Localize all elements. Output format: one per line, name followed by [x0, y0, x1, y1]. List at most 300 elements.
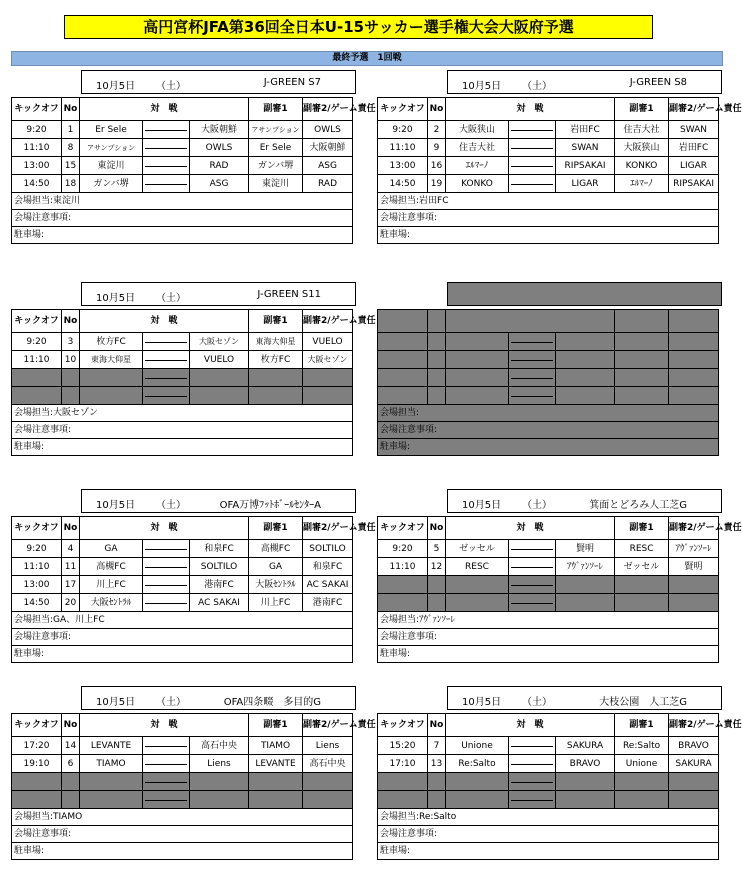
- match-no: 7: [428, 737, 446, 755]
- match-no: 1: [62, 121, 80, 139]
- info-row-manager: [378, 809, 719, 826]
- venue-manager: 会場担当:TIAMO: [12, 809, 353, 826]
- home-team: [446, 594, 509, 612]
- home-team: 大阪狭山: [446, 121, 509, 139]
- empty-row: [12, 369, 353, 387]
- vs-cell: [143, 791, 190, 809]
- header-row: [378, 98, 719, 121]
- vs-line: [511, 567, 553, 568]
- info-row-notes: [378, 210, 719, 227]
- match-no: [428, 576, 446, 594]
- kickoff-time: 11:10: [12, 351, 62, 369]
- ref2-team: ASG: [303, 157, 353, 175]
- header-row: [12, 310, 353, 333]
- kickoff-time: [378, 369, 428, 387]
- vs-line: [511, 549, 553, 550]
- match-row: [12, 351, 353, 369]
- venue-name: 箕面とどろみ人工芝G: [589, 500, 687, 511]
- home-team: [446, 576, 509, 594]
- ref2-team: 港南FC: [303, 594, 353, 612]
- home-team: RESC: [446, 558, 509, 576]
- ref1-team: 住吉大社: [615, 121, 669, 139]
- schedule-table: [11, 516, 376, 663]
- ref2-team: OWLS: [303, 121, 353, 139]
- venue-header: [81, 489, 356, 513]
- match-row: [378, 139, 719, 157]
- home-team: GA: [80, 540, 143, 558]
- kickoff-time: 9:20: [12, 540, 62, 558]
- ref1-header: 副審1: [615, 714, 669, 737]
- vs-line: [145, 603, 187, 604]
- schedule-table: [11, 309, 376, 456]
- info-row-parking: [12, 439, 353, 456]
- ref1-team: [249, 369, 303, 387]
- venue-notes: 会場注意事項:: [378, 422, 719, 439]
- info-row-manager: [12, 193, 353, 210]
- empty-row: [378, 387, 719, 405]
- match-no: 16: [428, 157, 446, 175]
- match-no: 3: [62, 333, 80, 351]
- ref1-header: 副審1: [249, 310, 303, 333]
- away-team: SOLTILO: [190, 558, 249, 576]
- match-no: [428, 351, 446, 369]
- vs-cell: [143, 333, 190, 351]
- kickoff-header: キックオフ: [12, 517, 62, 540]
- venue-date: 10月5日: [96, 500, 136, 511]
- match-row: [378, 737, 719, 755]
- venue-parking: 駐車場:: [378, 227, 719, 244]
- ref2-team: 大阪セゾン: [303, 351, 353, 369]
- page-title: 高円宮杯JFA第36回全日本U-15サッカー選手権大会大阪府予選: [64, 15, 653, 39]
- vs-line: [145, 378, 187, 379]
- kickoff-header: キックオフ: [378, 714, 428, 737]
- empty-row: [12, 773, 353, 791]
- away-team: ASG: [190, 175, 249, 193]
- venue-manager: 会場担当:GA、川上FC: [12, 612, 353, 629]
- venue-day: （土）: [156, 697, 186, 708]
- vs-cell: [143, 139, 190, 157]
- match-no: [62, 791, 80, 809]
- kickoff-time: [378, 791, 428, 809]
- vs-line: [511, 585, 553, 586]
- vs-cell: [509, 175, 556, 193]
- venue-notes: 会場注意事項:: [12, 629, 353, 646]
- match-row: [378, 121, 719, 139]
- ref1-team: [615, 773, 669, 791]
- blank-cell: [378, 310, 428, 333]
- venue-header: [447, 282, 722, 306]
- away-team: 岩田FC: [556, 121, 615, 139]
- away-team: LIGAR: [556, 175, 615, 193]
- header-row: [378, 517, 719, 540]
- away-team: [190, 369, 249, 387]
- away-team: [556, 351, 615, 369]
- match-row: [12, 175, 353, 193]
- no-header: No: [62, 310, 80, 333]
- home-team: 住吉大社: [446, 139, 509, 157]
- venue-header: [447, 686, 722, 710]
- venue-day: （土）: [522, 81, 552, 92]
- vs-line: [145, 585, 187, 586]
- home-team: 東淀川: [80, 157, 143, 175]
- match-no: [62, 773, 80, 791]
- match-header: 対 戦: [80, 310, 249, 333]
- home-team: LEVANTE: [80, 737, 143, 755]
- vs-cell: [509, 755, 556, 773]
- venue-notes: 会場注意事項:: [12, 422, 353, 439]
- venue-header: [447, 489, 722, 513]
- ref2-team: [669, 773, 719, 791]
- ref2-team: [303, 773, 353, 791]
- match-row: [12, 576, 353, 594]
- away-team: 高石中央: [190, 737, 249, 755]
- venue-manager: 会場担当:岩田FC: [378, 193, 719, 210]
- vs-line: [511, 184, 553, 185]
- vs-line: [145, 360, 187, 361]
- home-team: [80, 369, 143, 387]
- vs-line: [511, 764, 553, 765]
- venue-manager: 会場担当:大阪セゾン: [12, 405, 353, 422]
- ref2-team: VUELO: [303, 333, 353, 351]
- match-no: 6: [62, 755, 80, 773]
- home-team: [446, 351, 509, 369]
- match-no: 11: [62, 558, 80, 576]
- blank-cell: [428, 310, 446, 333]
- away-team: BRAVO: [556, 755, 615, 773]
- ref2-team: SWAN: [669, 121, 719, 139]
- away-team: RAD: [190, 157, 249, 175]
- vs-cell: [143, 175, 190, 193]
- match-row: [378, 558, 719, 576]
- away-team: 大阪朝鮮: [190, 121, 249, 139]
- match-header: 対 戦: [80, 98, 249, 121]
- kickoff-time: [378, 773, 428, 791]
- match-no: 12: [428, 558, 446, 576]
- ref1-team: [249, 773, 303, 791]
- vs-cell: [143, 755, 190, 773]
- kickoff-header: キックオフ: [378, 98, 428, 121]
- venue-notes: 会場注意事項:: [12, 826, 353, 843]
- match-no: 20: [62, 594, 80, 612]
- ref2-team: [669, 594, 719, 612]
- kickoff-time: 9:20: [12, 333, 62, 351]
- vs-cell: [509, 791, 556, 809]
- vs-cell: [143, 121, 190, 139]
- home-team: ｴﾙﾏｰﾉ: [446, 157, 509, 175]
- ref2-team: [669, 333, 719, 351]
- info-row-manager: [378, 405, 719, 422]
- empty-row: [378, 773, 719, 791]
- vs-cell: [509, 576, 556, 594]
- ref2-team: [303, 791, 353, 809]
- vs-line: [511, 342, 553, 343]
- vs-cell: [143, 773, 190, 791]
- kickoff-time: [378, 387, 428, 405]
- match-no: [428, 791, 446, 809]
- ref2-team: AC SAKAI: [303, 576, 353, 594]
- match-row: [378, 540, 719, 558]
- ref1-team: KONKO: [615, 157, 669, 175]
- match-no: 13: [428, 755, 446, 773]
- header-row: [12, 98, 353, 121]
- ref1-team: [249, 387, 303, 405]
- vs-cell: [509, 773, 556, 791]
- away-team: [190, 387, 249, 405]
- vs-line: [145, 396, 187, 397]
- ref1-team: LEVANTE: [249, 755, 303, 773]
- match-no: [428, 594, 446, 612]
- match-no: 17: [62, 576, 80, 594]
- ref1-team: [615, 351, 669, 369]
- vs-line: [511, 396, 553, 397]
- no-header: No: [428, 714, 446, 737]
- header-row: [378, 714, 719, 737]
- venue-manager: 会場担当:Re:Salto: [378, 809, 719, 826]
- ref2-header: 副審2/ゲーム責任: [669, 517, 719, 540]
- vs-line: [511, 360, 553, 361]
- ref2-header: 副審2/ゲーム責任: [303, 310, 353, 333]
- home-team: Unione: [446, 737, 509, 755]
- info-row-parking: [12, 646, 353, 663]
- match-row: [378, 175, 719, 193]
- info-row-parking: [378, 439, 719, 456]
- kickoff-time: 13:00: [12, 157, 62, 175]
- ref1-team: GA: [249, 558, 303, 576]
- ref1-team: [615, 576, 669, 594]
- ref2-team: SOLTILO: [303, 540, 353, 558]
- empty-row: [12, 387, 353, 405]
- vs-line: [511, 166, 553, 167]
- home-team: [446, 791, 509, 809]
- info-row-manager: [12, 809, 353, 826]
- venue-date: 10月5日: [96, 293, 136, 304]
- venue-name: OFA万博ﾌｯﾄﾎﾞｰﾙｾﾝﾀｰA: [219, 500, 321, 511]
- no-header: No: [62, 714, 80, 737]
- ref1-team: [615, 791, 669, 809]
- away-team: [190, 773, 249, 791]
- ref1-team: 大阪ｾﾝﾄﾗﾙ: [249, 576, 303, 594]
- match-no: 18: [62, 175, 80, 193]
- ref1-team: RESC: [615, 540, 669, 558]
- ref1-header: 副審1: [249, 517, 303, 540]
- kickoff-time: 14:50: [12, 594, 62, 612]
- match-no: [428, 387, 446, 405]
- vs-line: [511, 746, 553, 747]
- venue-header: [81, 282, 356, 306]
- ref1-header: 副審1: [249, 98, 303, 121]
- kickoff-time: 13:00: [12, 576, 62, 594]
- ref1-team: 東海大仰星: [249, 333, 303, 351]
- vs-line: [511, 800, 553, 801]
- schedule-table: [377, 309, 719, 456]
- kickoff-time: 14:50: [12, 175, 62, 193]
- vs-cell: [143, 737, 190, 755]
- ref2-team: [669, 576, 719, 594]
- ref1-team: Er Sele: [249, 139, 303, 157]
- home-team: ゼッセル: [446, 540, 509, 558]
- venue-date: 10月5日: [462, 500, 502, 511]
- info-row-notes: [378, 826, 719, 843]
- match-row: [12, 558, 353, 576]
- ref2-team: 岩田FC: [669, 139, 719, 157]
- kickoff-time: [378, 576, 428, 594]
- ref1-team: [615, 387, 669, 405]
- vs-cell: [143, 594, 190, 612]
- home-team: Re:Salto: [446, 755, 509, 773]
- match-no: 9: [428, 139, 446, 157]
- venue-date: 10月5日: [462, 81, 502, 92]
- ref1-team: 枚方FC: [249, 351, 303, 369]
- schedule-table: [11, 97, 376, 244]
- ref1-team: [249, 791, 303, 809]
- match-no: [428, 773, 446, 791]
- no-header: No: [428, 517, 446, 540]
- info-row-notes: [378, 422, 719, 439]
- ref1-team: Unione: [615, 755, 669, 773]
- match-no: [428, 369, 446, 387]
- empty-row: [378, 791, 719, 809]
- match-row: [12, 540, 353, 558]
- venue-notes: 会場注意事項:: [378, 826, 719, 843]
- kickoff-time: [12, 387, 62, 405]
- ref2-header: 副審2/ゲーム責任: [669, 98, 719, 121]
- kickoff-time: 11:10: [378, 139, 428, 157]
- info-row-notes: [378, 629, 719, 646]
- away-team: AC SAKAI: [190, 594, 249, 612]
- vs-cell: [143, 351, 190, 369]
- match-row: [12, 594, 353, 612]
- vs-line: [511, 148, 553, 149]
- vs-cell: [509, 121, 556, 139]
- match-row: [12, 121, 353, 139]
- vs-line: [511, 130, 553, 131]
- away-team: ｱｳﾞｧﾝｿｰﾚ: [556, 558, 615, 576]
- info-row-manager: [378, 193, 719, 210]
- home-team: 川上FC: [80, 576, 143, 594]
- blank-cell: [446, 310, 615, 333]
- vs-cell: [143, 558, 190, 576]
- ref2-header: 副審2/ゲーム責任: [303, 517, 353, 540]
- venue-name: OFA四条畷 多目的G: [223, 697, 321, 708]
- venue-manager: 会場担当:ｱｳﾞｧﾝｿｰﾚ: [378, 612, 719, 629]
- ref1-team: 川上FC: [249, 594, 303, 612]
- kickoff-time: 9:20: [378, 540, 428, 558]
- info-row-notes: [12, 629, 353, 646]
- venue-day: （土）: [156, 293, 186, 304]
- kickoff-time: 19:10: [12, 755, 62, 773]
- ref2-team: BRAVO: [669, 737, 719, 755]
- venue-manager: 会場担当:東淀川: [12, 193, 353, 210]
- venue-parking: 駐車場:: [12, 843, 353, 860]
- ref2-team: 和泉FC: [303, 558, 353, 576]
- kickoff-time: [378, 333, 428, 351]
- home-team: TIAMO: [80, 755, 143, 773]
- info-row-notes: [12, 210, 353, 227]
- no-header: No: [62, 517, 80, 540]
- away-team: SWAN: [556, 139, 615, 157]
- venue-header: [81, 70, 356, 94]
- vs-cell: [509, 387, 556, 405]
- venue-parking: 駐車場:: [12, 646, 353, 663]
- vs-line: [145, 148, 187, 149]
- ref2-team: 大阪朝鮮: [303, 139, 353, 157]
- ref1-team: [615, 594, 669, 612]
- away-team: RIPSAKAI: [556, 157, 615, 175]
- match-no: 15: [62, 157, 80, 175]
- schedule-table: [377, 97, 742, 244]
- vs-line: [511, 782, 553, 783]
- match-no: [62, 369, 80, 387]
- ref1-team: TIAMO: [249, 737, 303, 755]
- info-row-parking: [378, 646, 719, 663]
- venue-name: J-GREEN S11: [257, 289, 321, 300]
- kickoff-time: 17:20: [12, 737, 62, 755]
- home-team: 東海大仰星: [80, 351, 143, 369]
- away-team: OWLS: [190, 139, 249, 157]
- away-team: 賢明: [556, 540, 615, 558]
- ref1-team: 高槻FC: [249, 540, 303, 558]
- home-team: Er Sele: [80, 121, 143, 139]
- match-row: [12, 737, 353, 755]
- venue-day: （土）: [522, 500, 552, 511]
- info-row-manager: [12, 612, 353, 629]
- venue-date: 10月5日: [462, 697, 502, 708]
- info-row-manager: [12, 405, 353, 422]
- info-row-manager: [378, 612, 719, 629]
- venue-name: J-GREEN S8: [629, 77, 687, 88]
- kickoff-time: 9:20: [12, 121, 62, 139]
- kickoff-time: 13:00: [378, 157, 428, 175]
- vs-cell: [143, 387, 190, 405]
- ref1-team: ゼッセル: [615, 558, 669, 576]
- vs-line: [145, 130, 187, 131]
- empty-row: [12, 791, 353, 809]
- match-header: 対 戦: [80, 517, 249, 540]
- ref1-team: 大阪狭山: [615, 139, 669, 157]
- venue-day: （土）: [522, 697, 552, 708]
- away-team: 和泉FC: [190, 540, 249, 558]
- vs-cell: [143, 157, 190, 175]
- match-no: 5: [428, 540, 446, 558]
- ref2-team: [669, 369, 719, 387]
- venue-day: （土）: [156, 500, 186, 511]
- kickoff-header: キックオフ: [12, 98, 62, 121]
- no-header: No: [428, 98, 446, 121]
- ref2-team: [669, 351, 719, 369]
- home-team: [80, 387, 143, 405]
- kickoff-time: 14:50: [378, 175, 428, 193]
- kickoff-time: 17:10: [378, 755, 428, 773]
- venue-parking: 駐車場:: [378, 843, 719, 860]
- venue-parking: 駐車場:: [378, 439, 719, 456]
- kickoff-header: キックオフ: [12, 714, 62, 737]
- ref2-header: 副審2/ゲーム責任: [303, 98, 353, 121]
- vs-cell: [509, 333, 556, 351]
- venue-date: 10月5日: [96, 81, 136, 92]
- away-team: 港南FC: [190, 576, 249, 594]
- vs-line: [145, 800, 187, 801]
- vs-line: [145, 184, 187, 185]
- match-header: 対 戦: [446, 714, 615, 737]
- vs-line: [145, 567, 187, 568]
- kickoff-time: [378, 594, 428, 612]
- vs-cell: [509, 369, 556, 387]
- ref2-team: LIGAR: [669, 157, 719, 175]
- ref2-team: [303, 369, 353, 387]
- match-row: [12, 139, 353, 157]
- away-team: [190, 791, 249, 809]
- vs-line: [145, 746, 187, 747]
